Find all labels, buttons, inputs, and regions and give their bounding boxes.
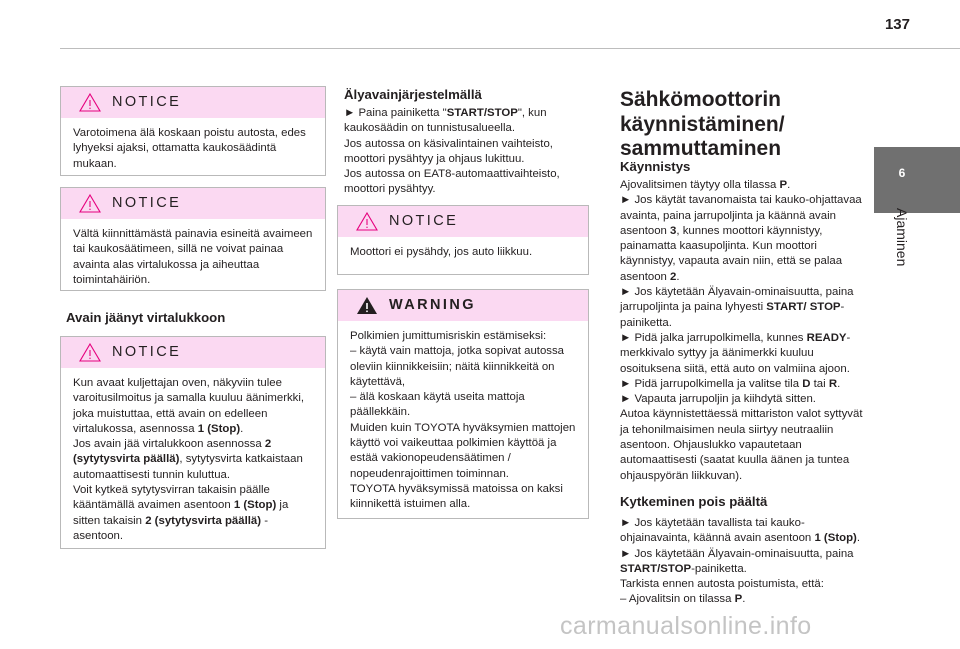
notice-title: NOTICE: [112, 344, 182, 360]
text-run: ► Jos käytät tavanomaista tai kauko-ohjattavaa avainta, paina jarrupoljinta ja käännä avain asentoon: [620, 194, 862, 237]
notice-title: NOTICE: [112, 195, 182, 211]
paragraph: Jos autossa on EAT8-automaattivaihteisto, moottori pysähtyy.: [344, 168, 560, 196]
warning-header: [338, 290, 588, 321]
bold-run: 1 (Stop): [197, 422, 241, 435]
smart-key-text: [344, 106, 584, 198]
notice-box-4: [337, 205, 589, 275]
paragraph: Polkimien jumittumisriskin estämiseksi:: [350, 330, 547, 342]
text-run: .: [676, 270, 680, 283]
text-run: ► Paina painiketta ": [344, 107, 447, 119]
chapter-label: Ajaminen: [894, 208, 910, 267]
text-run: ► Jos käytetään tavallista tai kauko-ohjainavainta, käännä avain asentoon: [620, 517, 815, 545]
page-number: 137: [884, 16, 910, 33]
chapter-label-wrap: [880, 208, 920, 328]
warning-title: WARNING: [389, 297, 476, 313]
text-run: Jos avain jää virtalukkoon asennossa: [73, 438, 265, 451]
section-title-electric-motor: Sähkömoottorin käynnistäminen/ sammuttaminen: [620, 88, 785, 160]
text-run: .: [787, 179, 791, 191]
notice-text: Varotoimena älä koskaan poistu autosta, edes lyhyeksi ajaksi, ottamatta kaukosäädintä mukaan.: [73, 127, 306, 170]
text-run: Voit kytkeä sytytysvirran takaisin päälle kääntämällä avaimen asentoon: [73, 484, 270, 512]
paragraph: – älä koskaan käytä useita mattoja päällekkäin.: [350, 391, 525, 419]
bold-run: P: [779, 179, 788, 191]
text-run: -merkkivalo syttyy ja äänimerkki kuuluu osoituksena siitä, että auto on valmiina ajoon.: [620, 331, 851, 375]
bold-run: 2: [670, 270, 677, 283]
text-run: .: [742, 593, 746, 606]
bold-run: START/STOP: [446, 107, 518, 119]
notice-box-3: [60, 336, 326, 549]
paragraph: Tarkista ennen autosta poistumista, että:: [620, 578, 824, 591]
notice-header: [338, 206, 588, 237]
paragraph: Muiden kuin TOYOTA hyväksymien mattojen käyttö voi vaikeuttaa polkimien käyttöä ja estää vakionopeudensäätimen / nopeudenrajoittimen toiminnan.: [350, 421, 576, 480]
text-run: ► Jos käytetään Älyavain-ominaisuutta, paina jarrupoljinta ja paina lyhyesti: [620, 286, 854, 314]
watermark: carmanualsonline.info: [560, 612, 812, 640]
paragraph: Autoa käynnistettäessä mittariston valot syttyvät ja tehonilmaisimen neula siirtyy neutraaliin asentoon. Ohjauslukko vapautetaan automaattisesti (saatat kuulla äänen ja tuntea ohjauspyörän liikkuvan).: [620, 408, 863, 482]
paragraph: TOYOTA hyväksymissä matoissa on kaksi kiinnikettä istuimen alla.: [350, 482, 563, 511]
header-rule: [60, 48, 960, 49]
text-run: ► Pidä jalka jarrupolkimella, kunnes: [620, 331, 807, 344]
bold-run: START/STOP: [620, 562, 692, 575]
text-run: .: [856, 532, 861, 545]
warning-box: [337, 289, 589, 519]
notice-title: NOTICE: [389, 213, 459, 229]
bold-run: 3: [670, 224, 677, 237]
start-instructions: [620, 178, 872, 484]
text-run: -painiketta.: [691, 562, 747, 575]
subheading-switch-off: Kytkeminen pois päältä: [620, 494, 768, 509]
text-run: ja sitten takaisin: [73, 499, 289, 527]
warning-triangle-icon: [79, 343, 101, 362]
paragraph: ► Vapauta jarrupoljin ja kiihdytä sitten.: [620, 393, 816, 406]
bold-run: 2 (sytytysvirta päällä): [145, 514, 262, 527]
paragraph: Jos autossa on käsivalintainen vaihteisto, moottori pysähtyy ja ohjaus lukittuu.: [344, 137, 553, 165]
bold-run: 1 (Stop): [814, 532, 857, 545]
text-run: tai: [810, 377, 829, 390]
notice-header: [61, 188, 325, 219]
notice-title: NOTICE: [112, 94, 182, 110]
text-run: Ajovalitsimen täytyy olla tilassa: [620, 179, 780, 191]
text-run: .: [240, 422, 244, 435]
bold-run: READY: [806, 331, 847, 344]
bold-run: P: [734, 593, 743, 606]
notice-text: [61, 368, 325, 544]
warning-triangle-icon: [79, 93, 101, 112]
notice-text: Moottori ei pysähdy, jos auto liikkuu.: [350, 246, 533, 258]
text-run: ► Jos käytetään Älyavain-ominaisuutta, paina: [620, 547, 854, 560]
notice-header: [61, 87, 325, 118]
notice-text: Vältä kiinnittämästä painavia esineitä avaimeen tai kaukosäätimeen, sillä ne voivat painaa avainta alas virtalukossa ja aiheuttaa toimintahäiriön.: [73, 228, 313, 286]
text-run: .: [837, 377, 841, 390]
chapter-number: 6: [898, 166, 906, 180]
text-run: ► Pidä jarrupolkimella ja valitse tila: [620, 377, 803, 390]
subheading-start: Käynnistys: [620, 159, 691, 174]
warning-triangle-filled-icon: [356, 296, 378, 315]
paragraph: – käytä vain mattoja, jotka sopivat autossa oleviin kiinnikkeisiin; näitä kiinnikkeitä on käytettävä,: [350, 345, 565, 388]
notice-box-1: [60, 86, 326, 176]
text-run: ", kun kaukosäädin on tunnistusalueella.: [344, 107, 547, 135]
warning-triangle-icon: [356, 212, 378, 231]
text-run: , kunnes moottori käynnistyy, painamatta kaasupoljinta. Kun moottori käynnistyy, vapauta avain niin, että se palaa asentoon: [620, 224, 843, 283]
text-run: – Ajovalitsin on tilassa: [620, 593, 735, 606]
bold-run: 1 (Stop): [233, 499, 277, 512]
chapter-tab: [874, 147, 960, 213]
text-run: , sytytysvirta katkaistaan automaattisesti tunnin kuluttua.: [73, 453, 303, 481]
notice-box-2: [60, 187, 326, 291]
section-heading-smart-key: Älyavainjärjestelmällä: [344, 87, 482, 102]
text-run: Kun avaat kuljettajan oven, näkyviin tulee varoitusilmoitus ja samalla kuuluu äänimerkki, joka muistuttaa, että avain on edelleen virtalukossa, asennossa: [73, 377, 305, 435]
text-run: -painiketta.: [620, 301, 845, 329]
bold-run: START/ STOP: [766, 301, 841, 314]
notice-header: [61, 337, 325, 368]
section-heading-key-in-ignition: Avain jäänyt virtalukkoon: [66, 310, 226, 325]
text-run: -asentoon.: [73, 514, 269, 542]
bold-run: D: [802, 377, 811, 390]
warning-triangle-icon: [79, 194, 101, 213]
bold-run: 2 (sytytysvirta päällä): [73, 438, 272, 466]
warning-text: [338, 321, 588, 513]
switch-off-instructions: [620, 516, 872, 608]
bold-run: R: [828, 377, 838, 390]
